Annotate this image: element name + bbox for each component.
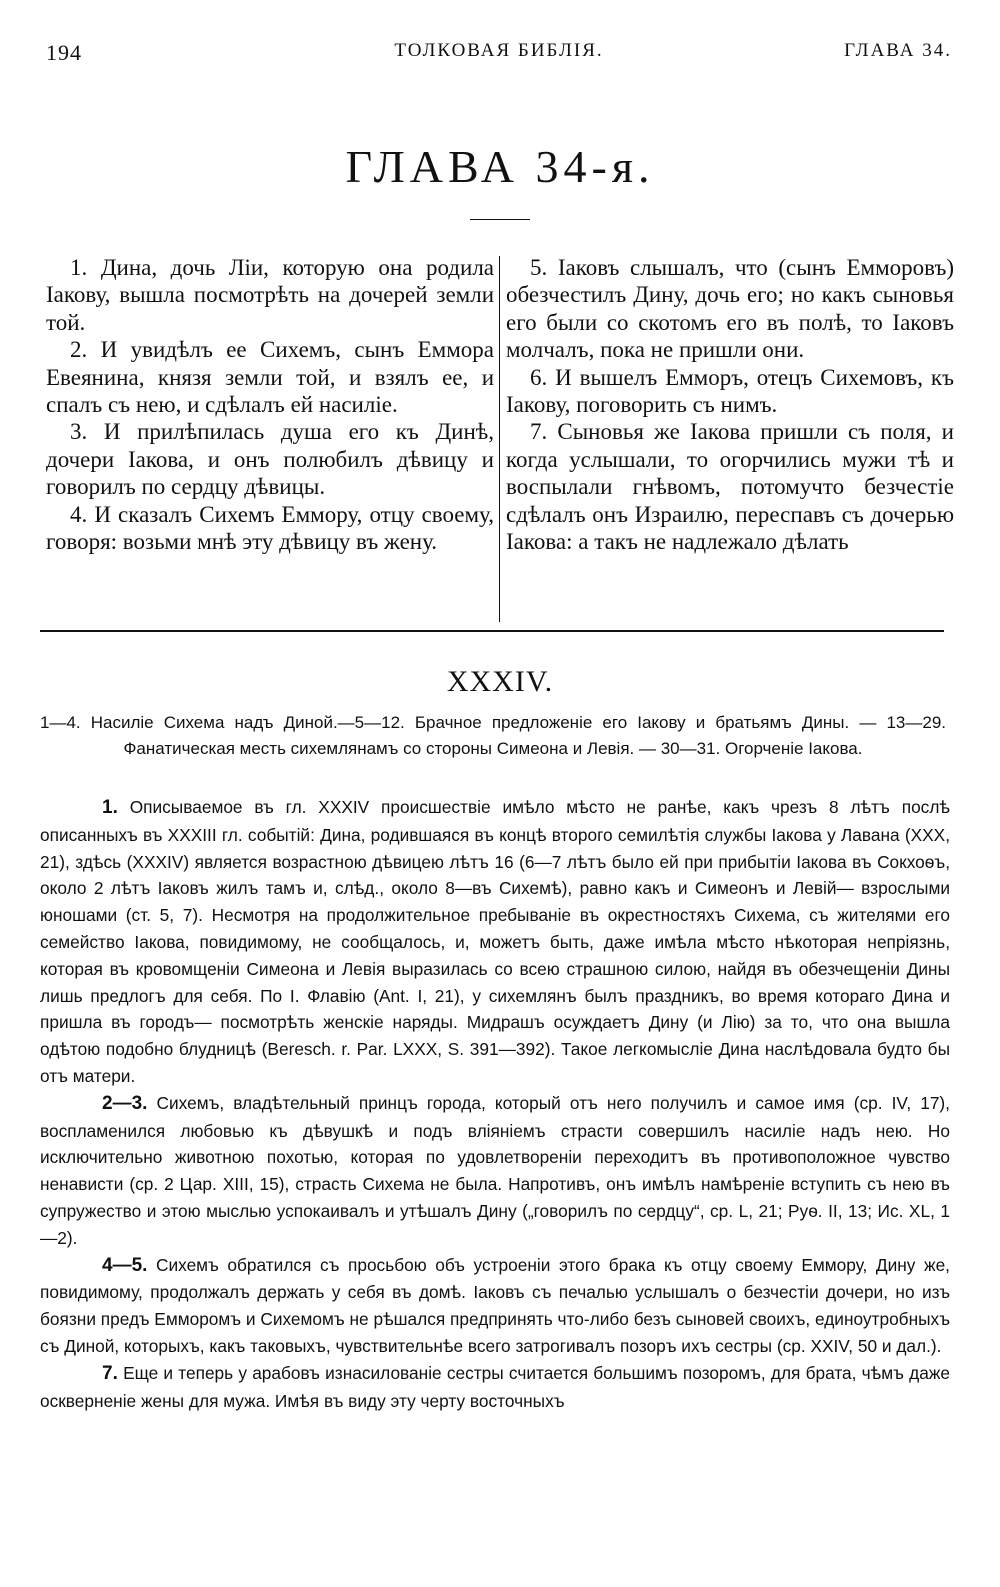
- verse: 5. Іаковъ слышалъ, что (сынъ Емморовъ) обезчестилъ Дину, дочь его; но какъ сыновья его были со скотомъ его въ полѣ, то Іаковъ молчалъ, пока не пришли они.: [506, 255, 954, 363]
- commentary-paragraph: [40, 1252, 950, 1360]
- book-title: ТОЛКОВАЯ БИБЛІЯ.: [394, 40, 604, 61]
- title-rule: [470, 219, 530, 220]
- section-number: XXXIV.: [446, 665, 554, 698]
- chapter-title: ГЛАВА 34-я.: [345, 141, 655, 192]
- section-summary: 1—4. Насиліе Сихема надъ Диной.—5—12. Брачное предложеніе его Іакову и братьямъ Дины. — 13—29. Фанатическая месть сихемлянамъ со стороны Симеона и Левія. — 30—31. Огорченіе Іакова.: [40, 713, 946, 758]
- verses-block: [46, 254, 954, 626]
- verses-rule: [40, 630, 944, 632]
- verse: 6. И вышелъ Емморъ, отецъ Сихемовъ, къ Іакову, поговорить съ нимъ.: [506, 364, 954, 418]
- commentary-text: Сихемъ обратился съ просьбою объ устроеніи этого брака къ отцу своему Еммору, Дину же, повидимому, продолжалъ держать у себя въ домѣ. Іаковъ съ печалью услышалъ о безчестіи дочери, но изъ боязни предъ Емморомъ и Сихемомъ не рѣшался предпринять что-либо безъ сыновей своихъ, единоутробныхъ съ Диной, которыхъ, какъ таковыхъ, чувствительнѣе всего затрогивалъ позоръ ихъ сестры (ср. XXIV, 50 и дал.).: [40, 1254, 950, 1356]
- commentary-paragraph: [40, 1360, 950, 1415]
- verses-left-column: [46, 254, 494, 555]
- commentary-number: 1.: [102, 797, 118, 818]
- commentary: [40, 794, 950, 1414]
- verse: 3. И прилѣпилась душа его къ Динѣ, дочери Іакова, и онъ полюбилъ дѣвицу и говорилъ по сердцу дѣвицы.: [46, 419, 494, 500]
- commentary-text: Сихемъ, владѣтельный принцъ города, который отъ него получилъ и самое имя (ср. IV, 17), воспламенился любовью къ дѣвушкѣ и подъ вліяніемъ страсти совершилъ насиліе надъ нею. Но исключительно животною похотью, которая по удовлетвореніи переходитъ въ противоположное чувство ненависти (ср. 2 Цар. XIII, 15), страсть Сихема не была. Напротивъ, онъ имѣлъ намѣреніе вступить съ нею въ супружество и этою мыслью успокаивалъ и утѣшалъ Дину („говорилъ по сердцу“, ср. L, 21; Руѳ. II, 13; Ис. XL, 1—2).: [40, 1092, 950, 1248]
- commentary-paragraph: [40, 794, 950, 1090]
- verse: 4. И сказалъ Сихемъ Еммору, отцу своему, говоря: возьми мнѣ эту дѣвицу въ жену.: [46, 501, 494, 555]
- commentary-paragraph: [40, 1090, 950, 1252]
- verse: 2. И увидѣлъ ее Сихемъ, сынъ Еммора Евеянина, князя земли той, и взялъ ее, и спалъ съ нею, и сдѣлалъ ей насиліе.: [46, 337, 494, 418]
- page-number: 194: [46, 40, 82, 65]
- verse: 7. Сыновья же Іакова пришли съ поля, и когда услышали, то огорчились мужи тѣ и воспылали гнѣвомъ, потомучто безчестіе сдѣлалъ онъ Израилю, переспавъ съ дочерью Іакова: а такъ не надлежало дѣлать: [506, 419, 954, 555]
- commentary-number: 2—3.: [102, 1092, 148, 1114]
- column-divider: [499, 256, 500, 622]
- verses-right-column: [506, 254, 954, 555]
- commentary-text: Еще и теперь у арабовъ изнасилованіе сестры считается большимъ позоромъ, для брата, чѣмъ даже оскверненіе жены для мужа. Имѣя въ виду эту черту восточныхъ: [40, 1362, 950, 1411]
- commentary-number: 7.: [102, 1362, 118, 1384]
- running-chapter-label: ГЛАВА 34.: [844, 40, 952, 61]
- running-head: [46, 40, 952, 70]
- commentary-text: Описываемое въ гл. XXXIV происшествіе имѣло мѣсто не ранѣе, какъ чрезъ 8 лѣтъ послѣ описанныхъ въ XXXIII гл. событій: Дина, родившаяся въ концѣ второго семилѣтія службы Іакова у Лавана (XXX, 21), здѣсь (XXXIV) является возрастною дѣвицею лѣтъ 16 (6—7 лѣтъ было ей при прибытіи Іакова въ Сокхоѳъ, около 2 лѣтъ Іаковъ жилъ тамъ и, слѣд., около 8—въ Сихемѣ), равно какъ и Симеонъ и Левій— взрослыми юношами (ст. 5, 7). Несмотря на продолжительное пребываніе въ окрестностяхъ Сихема, съ жителями его семейство Іакова, повидимому, не сообщалось, и, можетъ быть, даже имѣла мѣсто нѣкоторая непріязнь, которая въ кровомщеніи Симеона и Левія выразилась со всею страшною силою, найдя въ обезчещеніи Дины лишь предлогъ для себя. По I. Флавію (Ant. I, 21), у сихемлянъ былъ праздникъ, во время котораго Дина и пришла въ городъ— посмотрѣть женскіе наряды. Мидрашъ осуждаетъ Дину (и Лію) за то, что она вышла одѣтою подобно блудницѣ (Beresch. r. Par. LXXX, S. 391—392). Такое легкомысліе Дина наслѣдовала будто бы отъ матери.: [40, 797, 950, 1086]
- verse: 1. Дина, дочь Ліи, которую она родила Іакову, вышла посмотрѣть на дочерей земли той.: [46, 255, 494, 335]
- commentary-number: 4—5.: [102, 1254, 148, 1276]
